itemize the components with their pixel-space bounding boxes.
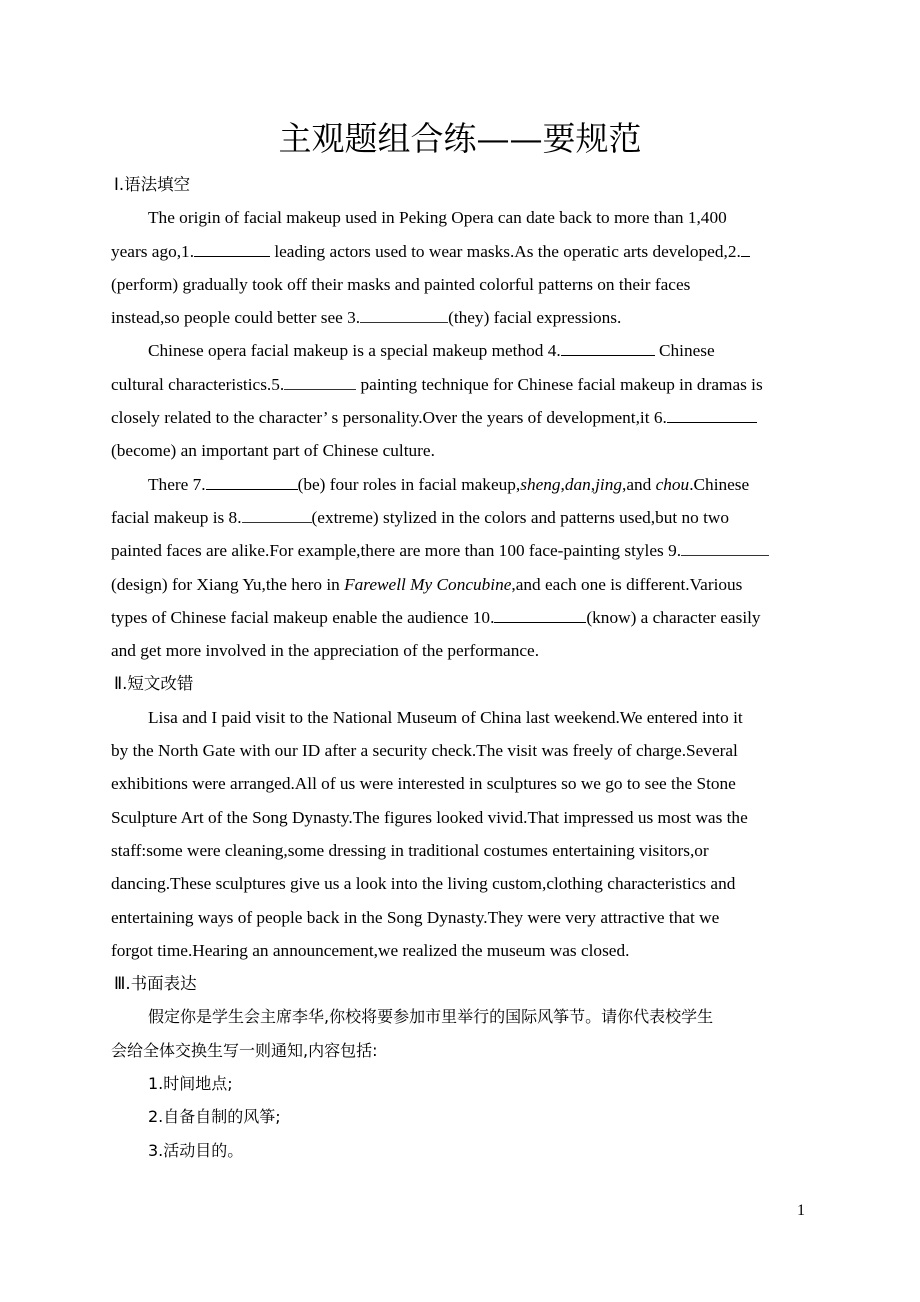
text-segment: Chinese xyxy=(654,341,715,361)
text-line: Lisa and I paid visit to the National Museum of China last weekend.We entered into it xyxy=(148,707,743,727)
text-line xyxy=(111,401,811,434)
role-dan: dan xyxy=(564,474,591,494)
section-heading-writing: Ⅲ.书面表达 xyxy=(114,974,197,994)
text-line: entertaining ways of people back in the Song Dynasty.They were very attractive that we xyxy=(111,907,720,927)
text-segment: .Chinese xyxy=(689,474,750,494)
text-segment: (know) a character easily xyxy=(586,607,761,627)
text-segment: , xyxy=(590,474,596,494)
document-body xyxy=(111,168,811,1167)
text-segment: , xyxy=(560,474,565,494)
role-sheng: sheng xyxy=(520,474,561,494)
page-title: 主观题组合练——要规范 xyxy=(278,119,642,158)
text-segment: ,and each one is different.Various xyxy=(511,574,743,594)
answer-blank-4[interactable] xyxy=(561,341,655,356)
work-title: Farewell My Concubine xyxy=(344,574,512,594)
answer-blank-2[interactable] xyxy=(741,242,750,257)
answer-blank-5[interactable] xyxy=(284,375,356,390)
role-chou: chou xyxy=(655,474,690,494)
text-segment: (extreme) stylized in the colors and patterns used,but no two xyxy=(311,507,730,527)
error-correction-passage xyxy=(111,701,811,967)
text-segment: instead,so people could better see 3. xyxy=(111,308,361,328)
requirement-item: 2.自备自制的风筝; xyxy=(148,1107,281,1127)
text-segment: cultural characteristics.5. xyxy=(111,374,285,394)
text-line xyxy=(111,468,811,501)
text-segment: types of Chinese facial makeup enable the audience 10. xyxy=(111,607,495,627)
section-heading-error-correction: Ⅱ.短文改错 xyxy=(114,674,194,694)
text-line: exhibitions were arranged.All of us were interested in sculptures so we go to see the Stone xyxy=(111,774,736,794)
text-segment: (design) for Xiang Yu,the hero in xyxy=(111,574,345,594)
text-line: by the North Gate with our ID after a security check.The visit was freely of charge.Several xyxy=(111,741,738,761)
text-segment: leading actors used to wear masks.As the operatic arts developed,2. xyxy=(270,241,741,261)
answer-blank-10[interactable] xyxy=(494,608,586,623)
text-segment: facial makeup is 8. xyxy=(111,507,242,527)
grammar-paragraph-1 xyxy=(111,201,811,334)
requirement-item: 3.活动目的。 xyxy=(148,1140,244,1160)
text-line: Sculpture Art of the Song Dynasty.The figures looked vivid.That impressed us most was the xyxy=(111,807,748,827)
grammar-paragraph-3 xyxy=(111,468,811,668)
text-segment: painted faces are alike.For example,there are more than 100 face-painting styles 9. xyxy=(111,541,682,561)
text-line xyxy=(111,501,811,534)
text-segment: (be) four roles in facial makeup, xyxy=(297,474,521,494)
text-line: staff:some were cleaning,some dressing in traditional costumes entertaining visitors,or xyxy=(111,840,709,860)
text-line: dancing.These sculptures give us a look into the living custom,clothing characteristics and xyxy=(111,874,736,894)
answer-blank-1[interactable] xyxy=(194,242,270,257)
text-line xyxy=(111,235,811,268)
grammar-paragraph-2 xyxy=(111,334,811,467)
section-heading-grammar-fill: Ⅰ.语法填空 xyxy=(114,175,191,194)
answer-blank-9[interactable] xyxy=(681,541,769,556)
text-segment: ,and xyxy=(622,474,656,494)
text-line: (become) an important part of Chinese culture. xyxy=(111,441,435,461)
text-line xyxy=(111,368,811,401)
text-segment: (they) facial expressions. xyxy=(448,308,622,328)
text-line: 会给全体交换生写一则通知,内容包括: xyxy=(111,1040,378,1060)
text-line: The origin of facial makeup used in Peking Opera can date back to more than 1,400 xyxy=(148,208,727,228)
text-segment: closely related to the character’ s personality.Over the years of development,it 6. xyxy=(111,408,667,428)
text-line xyxy=(111,601,811,634)
text-segment: years ago,1. xyxy=(111,241,195,261)
answer-blank-3[interactable] xyxy=(360,308,448,323)
text-line: (perform) gradually took off their masks and painted colorful patterns on their faces xyxy=(111,274,691,294)
text-line: and get more involved in the appreciation of the performance. xyxy=(111,641,540,661)
answer-blank-8[interactable] xyxy=(242,508,312,523)
text-line xyxy=(111,301,811,334)
text-segment: There 7. xyxy=(148,474,206,494)
writing-prompt xyxy=(111,1000,811,1166)
role-jing: jing xyxy=(595,474,623,494)
text-segment: Chinese opera facial makeup is a special makeup method 4. xyxy=(148,341,561,361)
answer-blank-6[interactable] xyxy=(667,408,757,423)
page-number: 1 xyxy=(797,1202,805,1219)
text-line xyxy=(111,534,811,567)
answer-blank-7[interactable] xyxy=(206,475,298,490)
text-line xyxy=(111,568,811,601)
text-line: forgot time.Hearing an announcement,we realized the museum was closed. xyxy=(111,940,630,960)
text-line: 假定你是学生会主席李华,你校将要参加市里举行的国际风筝节。请你代表校学生 xyxy=(148,1007,714,1027)
text-segment: painting technique for Chinese facial makeup in dramas is xyxy=(356,374,763,394)
requirement-item: 1.时间地点; xyxy=(148,1074,233,1094)
text-line xyxy=(111,334,811,367)
